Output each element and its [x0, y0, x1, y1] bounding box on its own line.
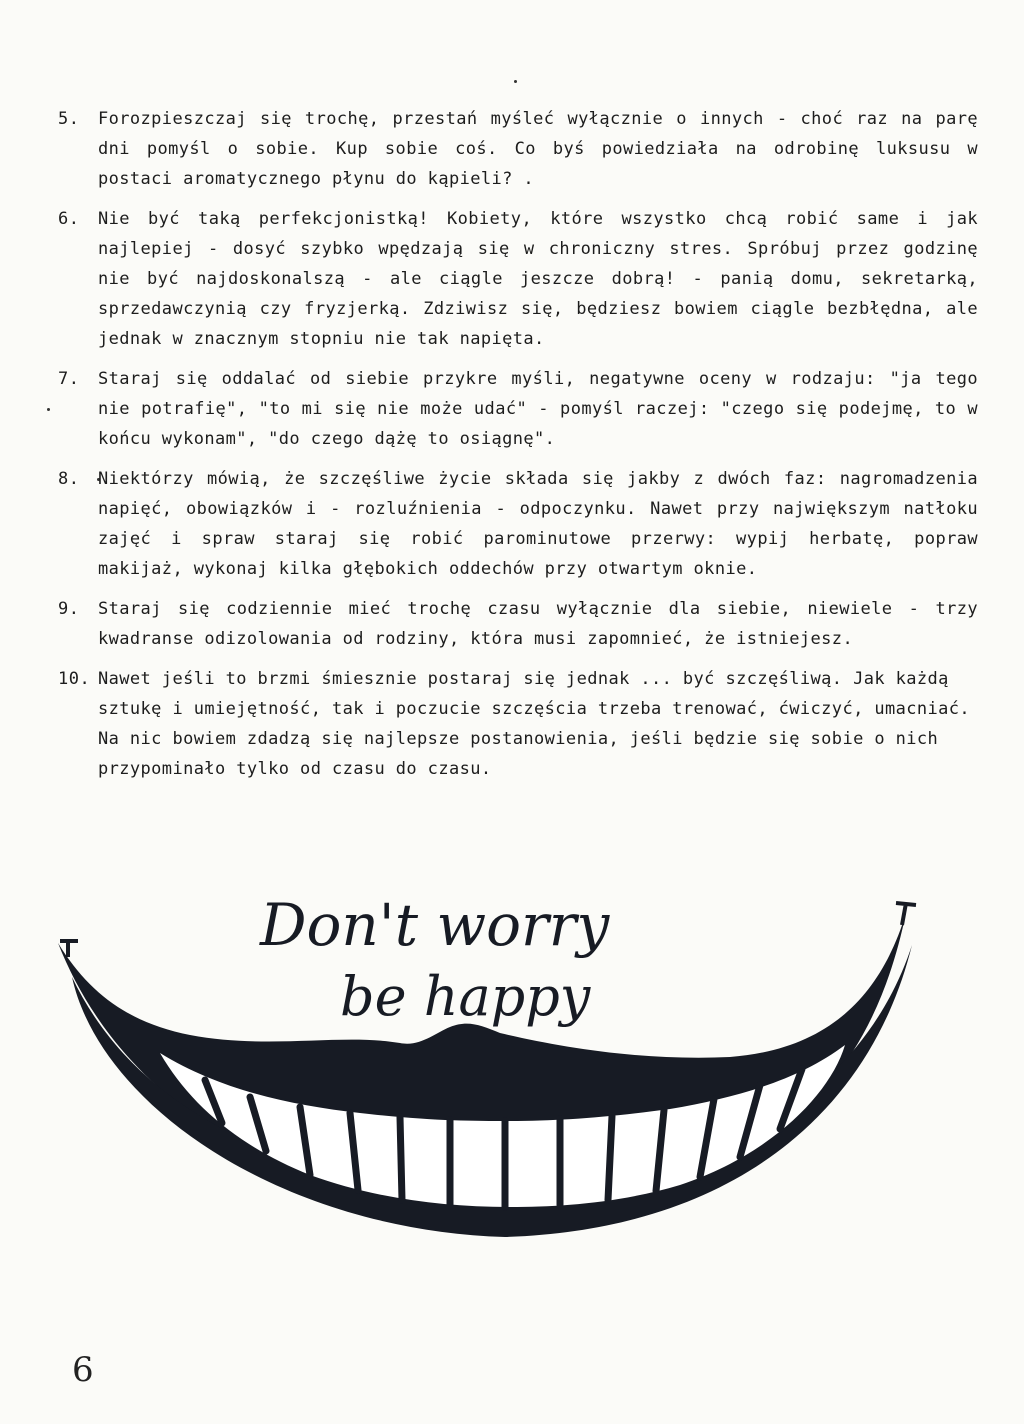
list-item-10	[58, 664, 978, 784]
item-number: 10.	[58, 669, 91, 689]
speck	[514, 80, 517, 83]
speck	[47, 408, 50, 411]
item-text: Nie być taką perfekcjonistką! Kobiety, które wszystko chcą robić same i jak najlepiej - dosyć szybko wpędzają się w chroniczny stres. Spróbuj przez godzinę nie być najdoskonalszą - ale ciągle jeszcze dobrą! - panią domu, sekretarką, sprzedawczynią czy fryzjerką. Zdziwisz się, będziesz bowiem ciągle bezbłędna, ale jednak w znacznym stopniu nie tak napięta.	[98, 209, 978, 349]
lettering-line-1: Don't worry	[260, 891, 610, 959]
lettering-line-2: be happy	[340, 965, 591, 1028]
item-number: 7.	[58, 369, 80, 389]
item-text: Niektórzy mówią, że szczęśliwe życie składa się jakby z dwóch faz: nagromadzenia napięć, obowiązków i - rozluźnienia - odpoczynku. Nawet przy największym natłoku zajęć i spraw staraj się robić parominutowe przerwy: wypij herbatę, popraw makijaż, wykonaj kilka głębokich oddechów przy otwartym oknie.	[98, 469, 978, 579]
item-text: Staraj się oddalać od siebie przykre myśli, negatywne oceny w rodzaju: "ja tego nie potrafię", "to mi się nie może udać" - pomyśl raczej: "czego się podejmę, to w końcu wykonam", "do czego dążę to osiągnę".	[98, 369, 978, 449]
list-item-8	[58, 464, 978, 584]
list-item-5	[58, 104, 978, 194]
advice-list	[58, 104, 978, 794]
item-number: 6.	[58, 209, 80, 229]
item-text: Nawet jeśli to brzmi śmiesznie postaraj się jednak ... być szczęśliwą. Jak każdą sztukę i umiejętność, tak i poczucie szczęścia trzeba trenować, ćwiczyć, umacniać. Na nic bowiem zdadzą się najlepsze postanowienia, jeśli będzie się sobie o nich przypominało tylko od czasu do czasu.	[98, 669, 971, 779]
list-item-6	[58, 204, 978, 354]
smile-illustration	[40, 885, 980, 1325]
item-number: 9.	[58, 599, 80, 619]
item-text: Staraj się codziennie mieć trochę czasu wyłącznie dla siebie, niewiele - trzy kwadranse odizolowania od rodziny, która musi zapomnieć, że istniejesz.	[98, 599, 978, 649]
lettering	[259, 891, 610, 1028]
item-number: 5.	[58, 109, 80, 129]
list-item-7	[58, 364, 978, 454]
item-text: Forozpieszczaj się trochę, przestań myśleć wyłącznie o innych - choć raz na parę dni pomyśl o sobie. Kup sobie coś. Co byś powiedziała na odrobinę luksusu w postaci aromatycznego płynu do kąpieli? .	[98, 109, 978, 189]
list-item-9	[58, 594, 978, 654]
right-corner-line	[896, 903, 916, 925]
page-number: 6	[72, 1350, 94, 1390]
item-number: 8.	[58, 469, 80, 489]
left-corner-line	[60, 941, 78, 957]
